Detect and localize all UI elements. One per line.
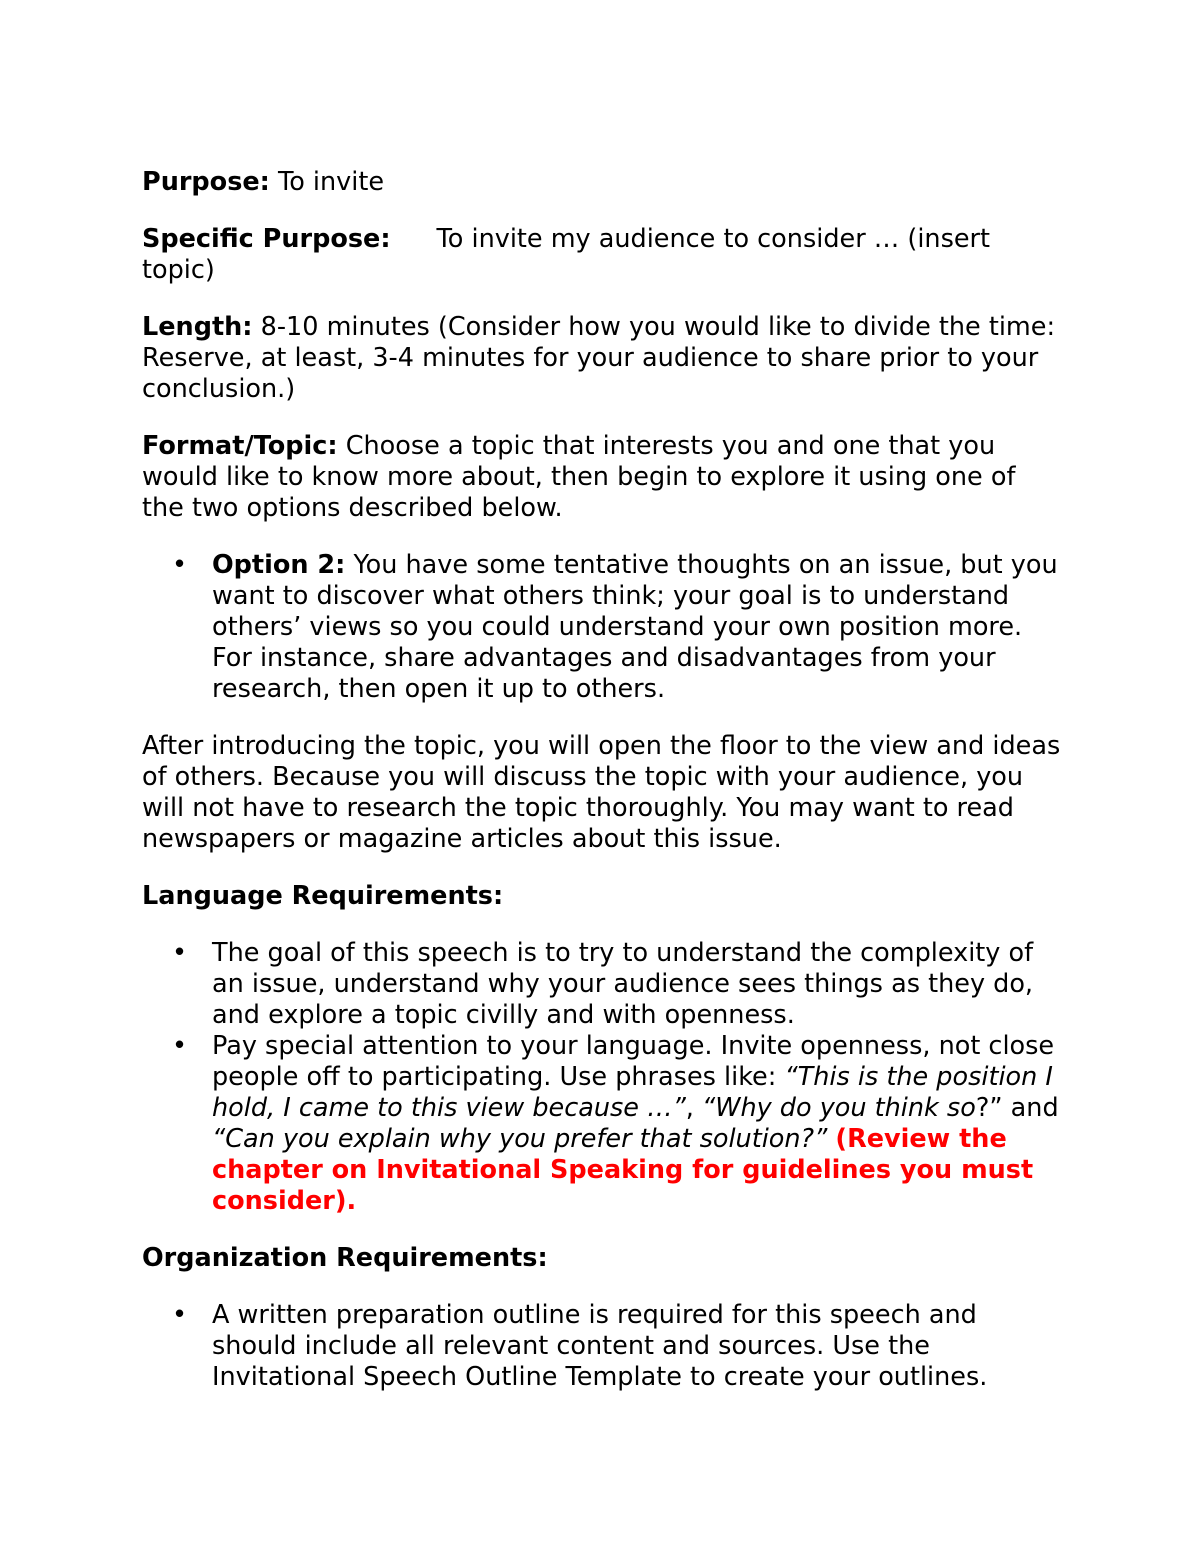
review-note: (Review the chapter on Invitational Speaking for guidelines you must consider). — [212, 1124, 1034, 1216]
language-list — [142, 938, 1062, 1217]
list-item: • The goal of this speech is to try to understand the complexity of an issue, understand why your audience sees things as they do, and explore a topic civilly and with openness. — [142, 938, 1062, 1031]
purpose-text: To invite — [269, 167, 385, 197]
format-topic-paragraph — [142, 431, 1062, 524]
specific-purpose-text: To invite my audience to consider … (insert topic) — [142, 224, 991, 285]
option2-label: Option 2: — [212, 550, 346, 580]
option2-text: You have some tentative thoughts on an issue, but you want to discover what others think; your goal is to understand others’ views so you could understand your own position more. For instance, share advantages and disadvantages from your research, then open it up to others. — [212, 550, 1058, 704]
organization-list — [142, 1300, 1062, 1393]
length-label: Length: — [142, 312, 253, 342]
specific-purpose-paragraph — [142, 224, 1062, 286]
length-paragraph — [142, 312, 1062, 405]
list-item: • Pay special attention to your language. Invite openness, not close people off to participating. Use phrases like: “This is the position I hold, I came to this view because …”, “Why do you think so?” and “Can you explain why you prefer that solution?” (Review the chapter on Invitational Speaking for guidelines you must consider). — [142, 1031, 1062, 1217]
after-intro-paragraph: After introducing the topic, you will open the floor to the view and ideas of others. Because you will discuss the topic with your audience, you will not have to research the topic thoroughly. You may want to read newspapers or magazine articles about this issue. — [142, 731, 1061, 854]
option-list — [142, 550, 1062, 705]
list-item — [142, 550, 1062, 705]
format-topic-label: Format/Topic: — [142, 431, 338, 461]
length-text: 8-10 minutes (Consider how you would like to divide the time: Reserve, at least, 3-4 minutes for your audience to share prior to your conclusion.) — [142, 312, 1056, 404]
format-topic-text: Choose a topic that interests you and one that you would like to know more about, then begin to explore it using one of the two options described below. — [142, 431, 1016, 523]
purpose-paragraph — [142, 167, 1062, 198]
organization-heading: Organization Requirements: — [142, 1243, 548, 1273]
specific-purpose-label: Specific Purpose: — [142, 224, 391, 254]
purpose-label: Purpose: — [142, 167, 270, 197]
document-page — [142, 167, 1062, 1419]
language-heading: Language Requirements: — [142, 881, 504, 911]
list-item: • A written preparation outline is required for this speech and should include all relevant content and sources. Use the Invitational Speech Outline Template to create your outlines. — [142, 1300, 1062, 1393]
